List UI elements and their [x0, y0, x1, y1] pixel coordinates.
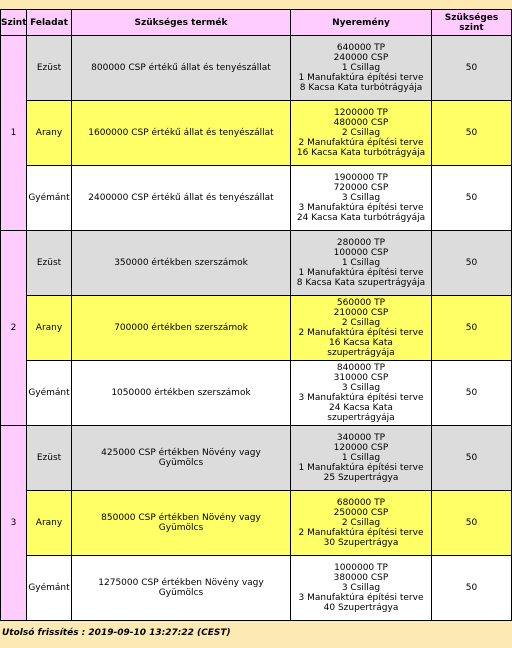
product-cell: 1600000 CSP értékű állat és tenyészállat	[72, 101, 291, 166]
reward-line: 24 Kacsa Kata turbótrágyája	[296, 213, 426, 223]
reward-line: 840000 TP	[336, 363, 386, 373]
level-cell: 2	[1, 231, 27, 426]
table-row	[1, 36, 512, 101]
reward-line: 1 Manufaktúra építési terve	[298, 73, 424, 83]
reward-cell	[291, 426, 432, 491]
last-updated: Utolsó frissítés : 2019-09-10 13:27:22 (CEST)	[2, 628, 231, 638]
product-cell: 850000 CSP értékben Növény vagy Gyümölcs	[72, 491, 291, 556]
task-tier-cell: Gyémánt	[27, 166, 72, 231]
header-reward: Nyeremény	[291, 10, 432, 36]
reward-line: 3 Manufaktúra építési terve	[298, 203, 424, 213]
reward-line: 640000 TP	[336, 43, 386, 53]
header-task: Feladat	[27, 10, 72, 36]
product-cell: 425000 CSP értékben Növény vagy Gyümölcs	[72, 426, 291, 491]
reward-line: 3 Manufaktúra építési terve	[298, 593, 424, 603]
required-level-cell: 50	[432, 296, 512, 361]
table-row	[1, 296, 512, 361]
task-tier-cell: Arany	[27, 296, 72, 361]
product-cell: 700000 értékben szerszámok	[72, 296, 291, 361]
reward-cell	[291, 166, 432, 231]
reward-line: 1 Csillag	[341, 453, 381, 463]
required-level-cell: 50	[432, 556, 512, 621]
reward-cell	[291, 101, 432, 166]
reward-line: 8 Kacsa Kata szupertrágyája	[296, 278, 426, 288]
quest-table	[0, 9, 512, 621]
reward-line: 1900000 TP	[334, 173, 388, 183]
header-required-level: Szükséges szint	[432, 10, 512, 36]
task-tier-cell: Ezüst	[27, 231, 72, 296]
reward-line: 3 Csillag	[341, 583, 381, 593]
required-level-cell: 50	[432, 231, 512, 296]
reward-cell	[291, 491, 432, 556]
reward-line: 250000 CSP	[333, 508, 389, 518]
reward-line: 480000 CSP	[333, 118, 389, 128]
reward-line: 25 Szupertrágya	[323, 473, 399, 483]
product-cell: 350000 értékben szerszámok	[72, 231, 291, 296]
required-level-cell: 50	[432, 491, 512, 556]
reward-line: 560000 TP	[336, 298, 386, 308]
reward-line: 2 Csillag	[341, 128, 381, 138]
product-cell: 1050000 értékben szerszámok	[72, 361, 291, 426]
table-row	[1, 556, 512, 621]
reward-line: 1 Csillag	[341, 258, 381, 268]
task-tier-cell: Ezüst	[27, 36, 72, 101]
reward-line: 240000 CSP	[333, 53, 389, 63]
table-row	[1, 361, 512, 426]
product-cell: 800000 CSP értékű állat és tenyészállat	[72, 36, 291, 101]
task-tier-cell: Gyémánt	[27, 556, 72, 621]
table-row	[1, 166, 512, 231]
reward-line: 380000 CSP	[333, 573, 389, 583]
reward-line: 1200000 TP	[334, 108, 388, 118]
reward-line: 1 Csillag	[341, 63, 381, 73]
reward-line: 1 Manufaktúra építési terve	[298, 463, 424, 473]
task-tier-cell: Gyémánt	[27, 361, 72, 426]
level-cell: 1	[1, 36, 27, 231]
reward-line: 16 Kacsa Kata	[329, 338, 393, 348]
reward-line: 340000 TP	[336, 433, 386, 443]
task-tier-cell: Arany	[27, 491, 72, 556]
reward-line: szupertrágyája	[327, 413, 395, 423]
header-product: Szükséges termék	[72, 10, 291, 36]
reward-line: 30 Szupertrágya	[323, 538, 399, 548]
reward-line: 1 Manufaktúra építési terve	[298, 268, 424, 278]
table-row	[1, 426, 512, 491]
table-row	[1, 231, 512, 296]
table-row	[1, 101, 512, 166]
required-level-cell: 50	[432, 166, 512, 231]
reward-line: 2 Manufaktúra építési terve	[298, 528, 424, 538]
reward-line: 720000 CSP	[333, 183, 389, 193]
reward-line: 120000 CSP	[333, 443, 389, 453]
reward-line: 3 Csillag	[341, 193, 381, 203]
reward-line: 100000 CSP	[333, 248, 389, 258]
product-cell: 2400000 CSP értékű állat és tenyészállat	[72, 166, 291, 231]
reward-cell	[291, 231, 432, 296]
required-level-cell: 50	[432, 361, 512, 426]
reward-line: 210000 CSP	[333, 308, 389, 318]
task-tier-cell: Ezüst	[27, 426, 72, 491]
reward-line: 2 Manufaktúra építési terve	[298, 138, 424, 148]
reward-cell	[291, 296, 432, 361]
reward-line: 40 Szupertrágya	[323, 603, 399, 613]
reward-line: 680000 TP	[336, 498, 386, 508]
reward-line: 280000 TP	[336, 238, 386, 248]
table-row	[1, 491, 512, 556]
reward-cell	[291, 556, 432, 621]
reward-cell	[291, 361, 432, 426]
required-level-cell: 50	[432, 426, 512, 491]
reward-line: 3 Csillag	[341, 383, 381, 393]
reward-line: 24 Kacsa Kata	[329, 403, 393, 413]
reward-line: 3 Manufaktúra építési terve	[298, 393, 424, 403]
reward-line: 2 Manufaktúra építési terve	[298, 328, 424, 338]
reward-line: szupertrágyája	[327, 348, 395, 358]
reward-line: 2 Csillag	[341, 518, 381, 528]
task-tier-cell: Arany	[27, 101, 72, 166]
header-level: Szint	[1, 10, 27, 36]
required-level-cell: 50	[432, 36, 512, 101]
required-level-cell: 50	[432, 101, 512, 166]
header-row	[1, 10, 512, 36]
level-cell: 3	[1, 426, 27, 621]
reward-line: 1000000 TP	[334, 563, 388, 573]
reward-cell	[291, 36, 432, 101]
product-cell: 1275000 CSP értékben Növény vagy Gyümölcs	[72, 556, 291, 621]
reward-line: 16 Kacsa Kata turbótrágyája	[296, 148, 426, 158]
reward-line: 2 Csillag	[341, 318, 381, 328]
quest-table-body	[1, 36, 512, 621]
reward-line: 310000 CSP	[333, 373, 389, 383]
reward-line: 8 Kacsa Kata turbótrágyája	[299, 83, 423, 93]
